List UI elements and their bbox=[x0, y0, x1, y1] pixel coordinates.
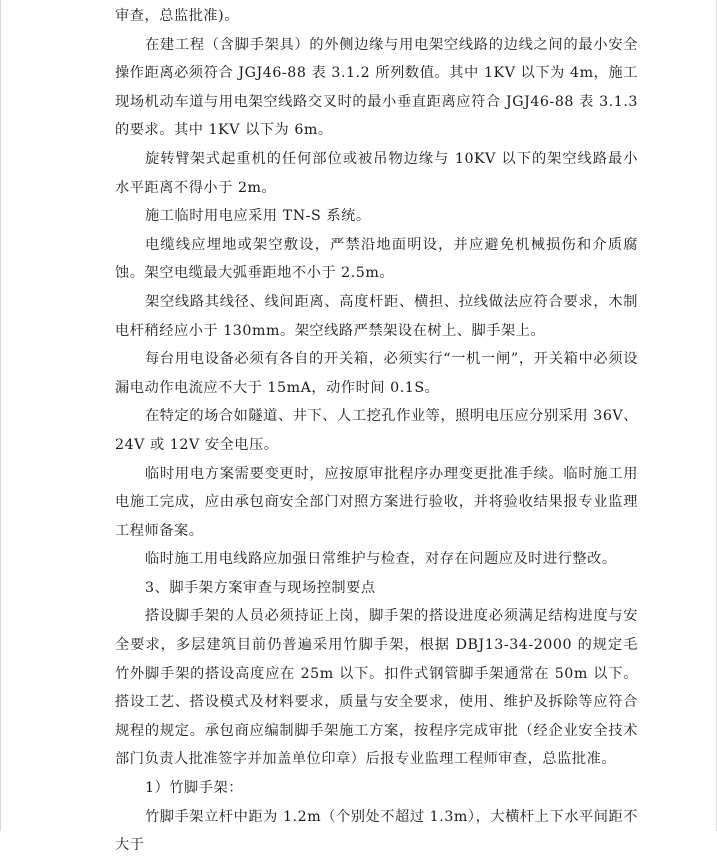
paragraph-plan-change: 临时用电方案需要变更时，应按原审批程序办理变更批准手续。临时施工用电施工完成，应由承包商安全部门对照方案进行验收，并将验收结果报专业监理工程师备案。 bbox=[115, 465, 638, 539]
paragraph-switch-box: 每台用电设备必须有各自的开关箱，必须实行“一机一闸”，开关箱中必须设漏电动作电流应不大于 15mA，动作时间 0.1S。 bbox=[115, 351, 638, 396]
section-heading-scaffold: 3、脚手架方案审查与现场控制要点 bbox=[145, 579, 376, 596]
subheading-bamboo-scaffold: 1）竹脚手架： bbox=[145, 780, 244, 797]
paragraph-safety-distance: 在建工程（含脚手架具）的外侧边缘与用电架空线路的边线之间的最小安全操作距离必须符合 JGJ46-88 表 3.1.2 所列数值。其中 1KV 以下为 4m，施工现场机动车道与用电架空线路交叉时的最小垂直距离应符合 JGJ46-88 表 3.1.3 的要求。其中 1KV 以下为 6m。 bbox=[115, 36, 638, 139]
paragraph-maintenance: 临时施工用电线路应加强日常维护与检查，对存在问题应及时进行整改。 bbox=[145, 551, 617, 568]
paragraph-bamboo-spacing: 竹脚手架立杆中距为 1.2m（个别处不超过 1.3m），大横杆上下水平间距不大于 bbox=[115, 808, 638, 854]
paragraph-cable-laying: 电缆线应埋地或架空敷设，严禁沿地面明设，并应避免机械损伤和介质腐蚀。架空电缆最大弧垂距地不小于 2.5m。 bbox=[115, 236, 638, 282]
paragraph-overhead-lines: 架空线路其线径、线间距离、高度杆距、横担、拉线做法应符合要求，木制电杆稍经应小于 130mm。架空线路严禁架设在树上、脚手架上。 bbox=[115, 293, 638, 339]
paragraph-crane-distance: 旋转臂架式起重机的任何部位或被吊物边缘与 10KV 以下的架空线路最小水平距离不得小于 2m。 bbox=[115, 150, 638, 196]
paragraph-safety-voltage: 在特定的场合如隧道、井下、人工挖孔作业等，照明电压应分别采用 36V、24V 或 12V 安全电压。 bbox=[115, 408, 638, 453]
paragraph-scaffold-requirements: 搭设脚手架的人员必须持证上岗，脚手架的搭设进度必须满足结构进度与安全要求，多层建筑目前仍普遍采用竹脚手架，根据 DBJ13-34-2000 的规定毛竹外脚手架的搭设高度应在 25m 以下。扣件式钢管脚手架通常在 50m 以下。搭设工艺、搭设模式及材料要求，质量与安全要求，使用、维护及拆除等应符合规程的规定。承包商应编制脚手架施工方案，按程序完成审批（经企业安全技术部门负责人批准签字并加盖单位印章）后报专业监理工程师审查，总监批准。 bbox=[115, 608, 638, 768]
paragraph-approval-end: 审查，总监批准)。 bbox=[115, 8, 239, 24]
paragraph-tns-system: 施工临时用电应采用 TN-S 系统。 bbox=[145, 208, 371, 225]
